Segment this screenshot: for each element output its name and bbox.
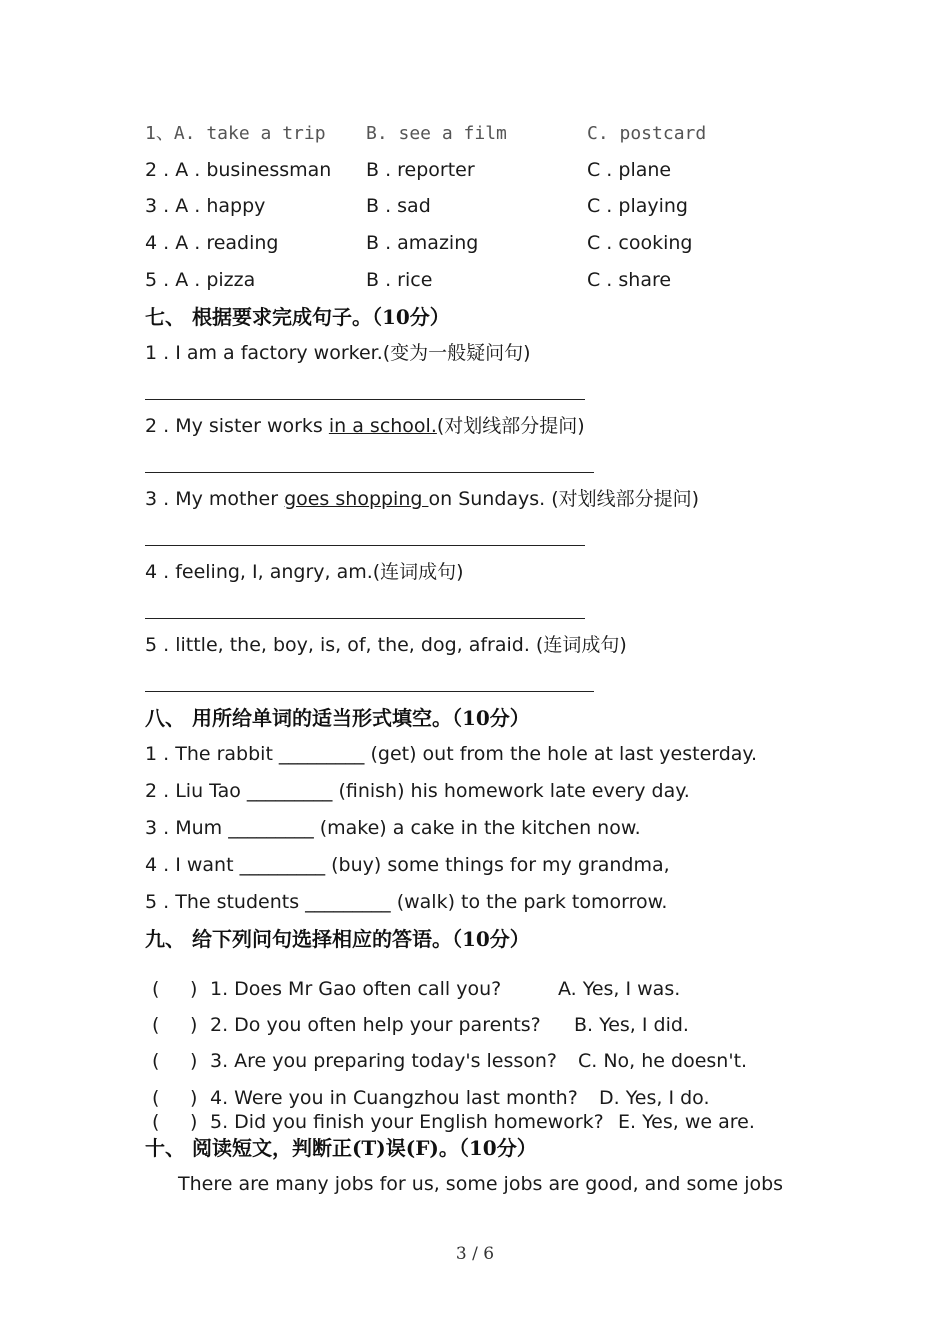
question: 3. Are you preparing today's lesson? bbox=[210, 1050, 558, 1072]
answer-line[interactable] bbox=[145, 472, 594, 473]
answer-option: E. Yes, we are. bbox=[618, 1111, 755, 1133]
paren-open: ( bbox=[152, 1087, 160, 1109]
option-a: 4 . A . reading bbox=[145, 232, 279, 254]
fill-blank-item: 1 . The rabbit _________ (get) out from the hole at last yesterday. bbox=[145, 743, 758, 765]
option-c: C . plane bbox=[587, 159, 672, 181]
answer-option: A. Yes, I was. bbox=[558, 978, 681, 1000]
underlined-phrase: in a school. bbox=[328, 415, 437, 437]
fill-blank-item: 4 . I want _________ (buy) some things for my grandma, bbox=[145, 854, 670, 876]
option-c: C . playing bbox=[587, 195, 688, 217]
paren-close: ) bbox=[190, 1014, 198, 1036]
option-c: C. postcard bbox=[587, 123, 707, 144]
paren-open: ( bbox=[152, 1050, 160, 1072]
section-8-heading: 八、 用所给单词的适当形式填空。（10分） bbox=[145, 706, 530, 730]
option-a: 3 . A . happy bbox=[145, 195, 266, 217]
answer-option: B. Yes, I did. bbox=[574, 1014, 689, 1036]
section-7-heading: 七、 根据要求完成句子。（10分） bbox=[145, 305, 450, 329]
answer-option: D. Yes, I do. bbox=[599, 1087, 710, 1109]
paren-close: ) bbox=[190, 978, 198, 1000]
paren-close: ) bbox=[190, 1087, 198, 1109]
page-number: 3 / 6 bbox=[455, 1244, 495, 1264]
paren-close: ) bbox=[190, 1050, 198, 1072]
option-c: C . cooking bbox=[587, 232, 693, 254]
question-7-4: 4 . feeling, I, angry, am.(连词成句) bbox=[145, 561, 464, 583]
option-b: B . sad bbox=[366, 195, 431, 217]
option-b: B . amazing bbox=[366, 232, 479, 254]
underlined-phrase: goes shopping bbox=[284, 488, 429, 510]
paren-open: ( bbox=[152, 978, 160, 1000]
question-text: 3 . My mother bbox=[145, 488, 285, 510]
question: 4. Were you in Cuangzhou last month? bbox=[210, 1087, 578, 1109]
fill-blank-item: 2 . Liu Tao _________ (finish) his homework late every day. bbox=[145, 780, 690, 802]
question-7-2 bbox=[145, 414, 585, 438]
option-a: 5 . A . pizza bbox=[145, 269, 256, 291]
answer-line[interactable] bbox=[145, 399, 585, 400]
option-a: 2 . A . businessman bbox=[145, 159, 332, 181]
option-c: C . share bbox=[587, 269, 672, 291]
option-b: B. see a film bbox=[366, 123, 507, 144]
section-10-heading: 十、 阅读短文，判断正(T)误(F)。（10分） bbox=[145, 1136, 537, 1160]
reading-passage: There are many jobs for us, some jobs are good, and some jobs bbox=[178, 1173, 784, 1195]
answer-line[interactable] bbox=[145, 545, 585, 546]
instruction: on Sundays. (对划线部分提问) bbox=[428, 488, 700, 510]
paren-open: ( bbox=[152, 1111, 160, 1133]
fill-blank-item: 5 . The students _________ (walk) to the park tomorrow. bbox=[145, 891, 668, 913]
answer-line[interactable] bbox=[145, 618, 585, 619]
instruction: (对划线部分提问) bbox=[436, 415, 585, 437]
paren-open: ( bbox=[152, 1014, 160, 1036]
question: 1. Does Mr Gao often call you? bbox=[210, 978, 502, 1000]
paren-close: ) bbox=[190, 1111, 198, 1133]
question-text: 2 . My sister works bbox=[145, 415, 329, 437]
question: 5. Did you finish your English homework? bbox=[210, 1111, 604, 1133]
answer-line[interactable] bbox=[145, 691, 594, 692]
question-7-3 bbox=[145, 487, 699, 511]
option-b: B . reporter bbox=[366, 159, 475, 181]
question: 2. Do you often help your parents? bbox=[210, 1014, 541, 1036]
section-9-heading: 九、 给下列问句选择相应的答语。（10分） bbox=[145, 927, 530, 951]
answer-option: C. No, he doesn't. bbox=[578, 1050, 748, 1072]
fill-blank-item: 3 . Mum _________ (make) a cake in the kitchen now. bbox=[145, 817, 641, 839]
question-7-1: 1 . I am a factory worker.(变为一般疑问句) bbox=[145, 342, 531, 364]
option-a: 1、A. take a trip bbox=[145, 123, 326, 144]
question-7-5: 5 . little, the, boy, is, of, the, dog, afraid. (连词成句) bbox=[145, 634, 627, 656]
option-b: B . rice bbox=[366, 269, 433, 291]
